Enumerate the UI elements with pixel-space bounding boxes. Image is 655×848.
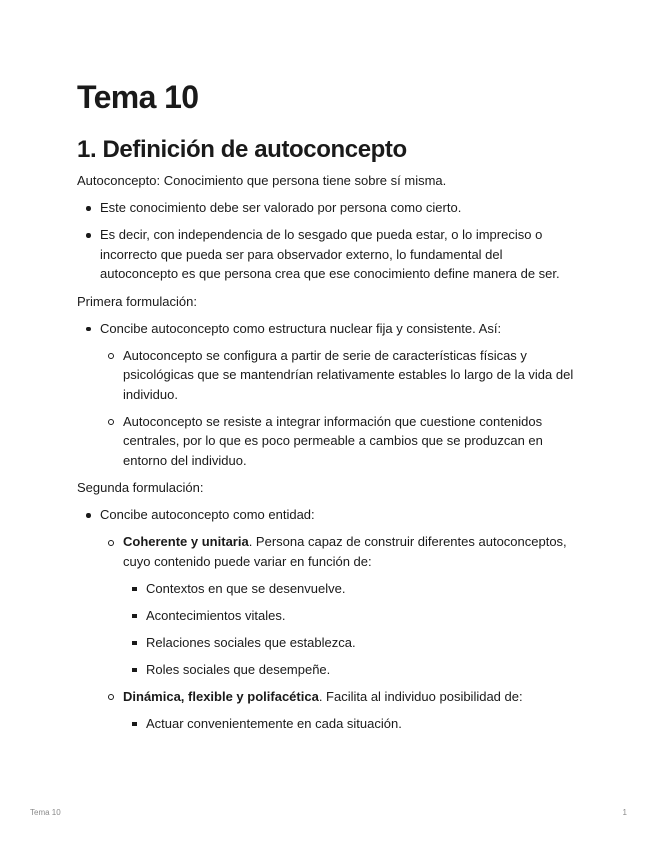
list-item-text: Concibe autoconcepto como estructura nuclear fija y consistente. Así: (100, 320, 502, 336)
list-item-text: Acontecimientos vitales. (146, 607, 286, 623)
list-item-text: Concibe autoconcepto como entidad: (100, 507, 315, 522)
footer-page-number: 1 (622, 808, 627, 817)
list-item-text: Contextos en que se desenvuelve. (146, 580, 346, 596)
list-item-text: Roles sociales que desempeñe. (146, 661, 331, 677)
list-item (100, 532, 577, 679)
bullet-circle-icon (100, 412, 123, 432)
list-item (123, 579, 577, 599)
bullet-square-icon (123, 606, 146, 626)
list-item-text: Actuar convenientemente en cada situación. (146, 715, 402, 731)
second-formulation-sublist (100, 532, 577, 733)
coherent-description: . Persona capaz de construir diferentes autoconceptos, cuyo contenido puede variar en función de: (123, 534, 567, 569)
second-formulation-list (77, 505, 577, 733)
list-item-text: Es decir, con independencia de lo sesgado que pueda estar, o lo impreciso o incorrecto que pueda ser para observador externo, lo fundamental del autoconcepto es que persona crea que ese conocimiento define manera de ser. (100, 227, 560, 281)
dynamic-abilities-list (123, 714, 577, 734)
bullet-disc-icon (77, 198, 100, 218)
bullet-disc-icon (77, 319, 100, 339)
intro-bullet-list (77, 198, 577, 284)
intro-paragraph: Autoconcepto: Conocimiento que persona tiene sobre sí misma. (77, 173, 447, 188)
list-item-text: Relaciones sociales que establezca. (146, 634, 356, 650)
document-title: Tema 10 (77, 79, 199, 115)
list-item-text: Autoconcepto se configura a partir de serie de características físicas y psicológicas que se mantendrían relativamente estables lo largo de la vida del individuo. (123, 347, 574, 402)
first-formulation-label: Primera formulación: (77, 293, 197, 309)
first-formulation-sublist (100, 346, 577, 471)
list-item-text: Autoconcepto se resiste a integrar información que cuestione contenidos centrales, por lo que es poco permeable a cambios que se produzcan en entorno del individuo. (123, 413, 543, 468)
bullet-square-icon (123, 714, 146, 734)
bullet-disc-icon (77, 225, 100, 245)
dynamic-term: Dinámica, flexible y polifacética (123, 688, 319, 704)
list-item (100, 412, 577, 471)
list-item-text: Este conocimiento debe ser valorado por persona como cierto. (100, 200, 462, 215)
footer-document-title: Tema 10 (30, 808, 61, 817)
list-item (123, 714, 577, 734)
bullet-circle-icon (100, 532, 123, 552)
list-item (77, 319, 577, 471)
document-page (77, 78, 577, 733)
coherent-term: Coherente y unitaria (123, 534, 249, 549)
list-item (77, 225, 577, 284)
bullet-square-icon (123, 633, 146, 653)
list-item (100, 687, 577, 734)
second-formulation-label: Segunda formulación: (77, 480, 204, 495)
section-heading: 1. Definición de autoconcepto (77, 136, 407, 163)
list-item (77, 505, 577, 733)
dynamic-description: . Facilita al individuo posibilidad de: (318, 688, 523, 704)
bullet-disc-icon (77, 505, 100, 525)
list-item (123, 633, 577, 653)
bullet-circle-icon (100, 346, 123, 366)
list-item (123, 660, 577, 680)
coherent-factors-list (123, 579, 577, 680)
bullet-circle-icon (100, 687, 123, 707)
list-item (77, 198, 577, 218)
first-formulation-list (77, 319, 577, 471)
bullet-square-icon (123, 660, 146, 680)
list-item (100, 346, 577, 405)
list-item (123, 606, 577, 626)
bullet-square-icon (123, 579, 146, 599)
